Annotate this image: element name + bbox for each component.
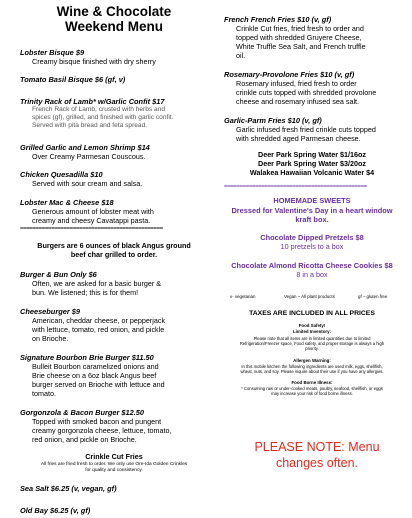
sweets-title: HOMEMADE SWEETS <box>273 196 351 205</box>
item-tomato-bisque: Tomato Basil Bisque $6 (gf, v) <box>20 75 126 84</box>
item-desc: with shredded aged Parmesan cheese. <box>236 134 361 143</box>
item-desc: Often, we are asked for a basic burger & <box>32 279 162 288</box>
taxes-note: TAXES ARE INCLUDED IN ALL PRICES <box>249 310 375 317</box>
food-safety-title: Food Safety! <box>298 323 326 328</box>
item-desc: Rosemary infused, fried fresh to order <box>236 79 357 88</box>
item-desc: cheese and rosemary infused sea salt. <box>236 97 360 106</box>
illness-text: * Consuming raw or under-cooked meats, poultry, seafood, shellfish, or eggs <box>241 386 383 391</box>
menu-change-note: changes often. <box>275 456 358 470</box>
sweets-subtitle: kraft box. <box>295 215 329 224</box>
allergen-text: In this mobile kitchen the following ingredients are used milk, eggs, shellfish, <box>241 364 383 369</box>
item-desc: crinkle cuts topped with shredded provolone <box>236 88 377 97</box>
illness-title: Food Borne Illness: <box>291 380 333 385</box>
item-desc: Bulleit Bourbon caramelized onions and <box>32 362 159 371</box>
divider: ============================================== <box>20 226 163 232</box>
inventory-text: Refrigeration/Freezer space, Food safety, and proper storage is always a high <box>239 341 385 346</box>
item-desc: Brie cheese on a 6oz black Angus beef <box>32 371 157 380</box>
item-desc: on Brioche. <box>32 334 69 343</box>
divider: ============================================== <box>224 184 367 190</box>
allergen-title: Allergen Warning: <box>293 358 331 363</box>
item-chicken-quesadilla: Chicken Quesadilla $10 <box>20 170 103 179</box>
item-old-bay-fries: Old Bay $6.25 (v, gf) <box>20 506 91 515</box>
item-desc: French Rack of Lamb, crusted with herbs and <box>32 106 166 113</box>
item-desc: Garlic infused fresh fried crinkle cuts topped <box>236 125 376 134</box>
item-rosemary-fries: Rosemary-Provolone Fries $10 (v, gf) <box>224 70 355 79</box>
item-desc: red onion, and pickle on Brioche. <box>32 435 137 444</box>
legend-vegan: Vegan – All plant products <box>284 294 335 299</box>
item-desc: Crinkle Cut fries, fried fresh to order and <box>236 24 364 33</box>
item-desc: burger served on Brioche with lettuce and <box>32 380 165 389</box>
burger-note: Burgers are 6 ounces of black Angus ground <box>37 241 191 250</box>
item-bourbon-brie-burger: Signature Bourbon Brie Burger $11.50 <box>20 353 154 362</box>
item-desc: bun. We listened; this is for them! <box>32 288 139 297</box>
item-french-fries: French French Fries $10 (v, gf) <box>224 15 332 24</box>
item-cheeseburger: Cheeseburger $9 <box>20 307 80 316</box>
item-pretzels-desc: 10 pretzels to a box <box>280 242 344 251</box>
water-20oz: Deer Park Spring Water $3/20oz <box>258 159 366 168</box>
inventory-text: Please note that all items are in limited quantities due to limited <box>253 336 371 341</box>
item-sea-salt-fries: Sea Salt $6.25 (v, vegan, gf) <box>20 484 117 493</box>
inventory-title: Limited Inventory: <box>292 329 332 334</box>
item-desc: American, cheddar cheese, or pepperjack <box>32 316 166 325</box>
item-gorgonzola-burger: Gorgonzola & Bacon Burger $12.50 <box>20 408 145 417</box>
item-lobster-bisque: Lobster Bisque $9 <box>20 48 85 57</box>
illness-text: may increase your risk of food borne illness. <box>271 391 353 396</box>
burger-note: beef char grilled to order. <box>70 250 158 259</box>
item-desc: Over Creamy Parmesan Couscous. <box>32 152 146 161</box>
water-16oz: Deer Park Spring Water $1/16oz <box>258 150 366 159</box>
fries-note: for quality and consistency. <box>85 468 143 473</box>
item-desc: topped with shredded Gruyere Cheese, <box>236 33 362 42</box>
item-desc: Creamy bisque finished with dry sherry <box>32 57 156 66</box>
legend-vegetarian: v- vegetarian <box>230 294 256 299</box>
item-burger-bun: Burger & Bun Only $6 <box>20 270 97 279</box>
item-desc: Served with sour cream and salsa. <box>32 179 143 188</box>
item-desc: with lettuce, tomato, red onion, and pickle <box>32 325 165 334</box>
inventory-text: priority. <box>305 346 319 351</box>
fries-title: Crinkle Cut Fries <box>85 452 143 461</box>
item-desc: creamy and cheesy Cavatappi pasta. <box>32 216 151 225</box>
item-desc: Generous amount of lobster meat with <box>32 207 154 216</box>
item-desc: tomato. <box>32 389 56 398</box>
item-rack-of-lamb: Trinity Rack of Lamb* w/Garlic Confit $17 <box>20 97 165 106</box>
item-garlic-shrimp: Grilled Garlic and Lemon Shrimp $14 <box>20 143 150 152</box>
item-cookies-desc: 8 in a box <box>296 270 328 279</box>
menu-change-note: PLEASE NOTE: Menu <box>254 440 380 454</box>
item-cookies: Chocolate Almond Ricotta Cheese Cookies $8 <box>231 261 393 270</box>
item-pretzels: Chocolate Dipped Pretzels $8 <box>260 233 364 242</box>
legend-gluten-free: gf – gluten free <box>358 294 388 299</box>
item-garlic-parm-fries: Garlic-Parm Fries $10 (v, gf) <box>224 116 322 125</box>
water-volcanic: Walakea Hawaiian Volcanic Water $4 <box>249 168 375 177</box>
item-desc: oil. <box>236 51 246 60</box>
allergen-text: wheat, nuts, and soy. Please inquire about their use if you have any allergies. <box>240 369 384 374</box>
menu-title-line2: Weekend Menu <box>64 19 164 34</box>
fries-note: All fries are fried fresh to order. We only use Ore-Ida Golden Crinkles <box>40 462 188 467</box>
item-desc: spices (gf), grilled, and finished with garlic confit. <box>32 114 174 121</box>
menu-title-line1: Wine & Chocolate <box>56 4 172 19</box>
item-desc: White Truffle Sea Salt, and French truffle <box>236 42 366 51</box>
item-desc: Served with pita bread and feta spread. <box>32 122 148 129</box>
sweets-subtitle: Dressed for Valentine's Day in a heart window <box>231 206 393 215</box>
item-desc: Topped with smoked bacon and pungent <box>32 417 162 426</box>
item-lobster-mac: Lobster Mac & Cheese $18 <box>20 198 114 207</box>
item-desc: creamy gorgonzola cheese, lettuce, tomato, <box>32 426 172 435</box>
